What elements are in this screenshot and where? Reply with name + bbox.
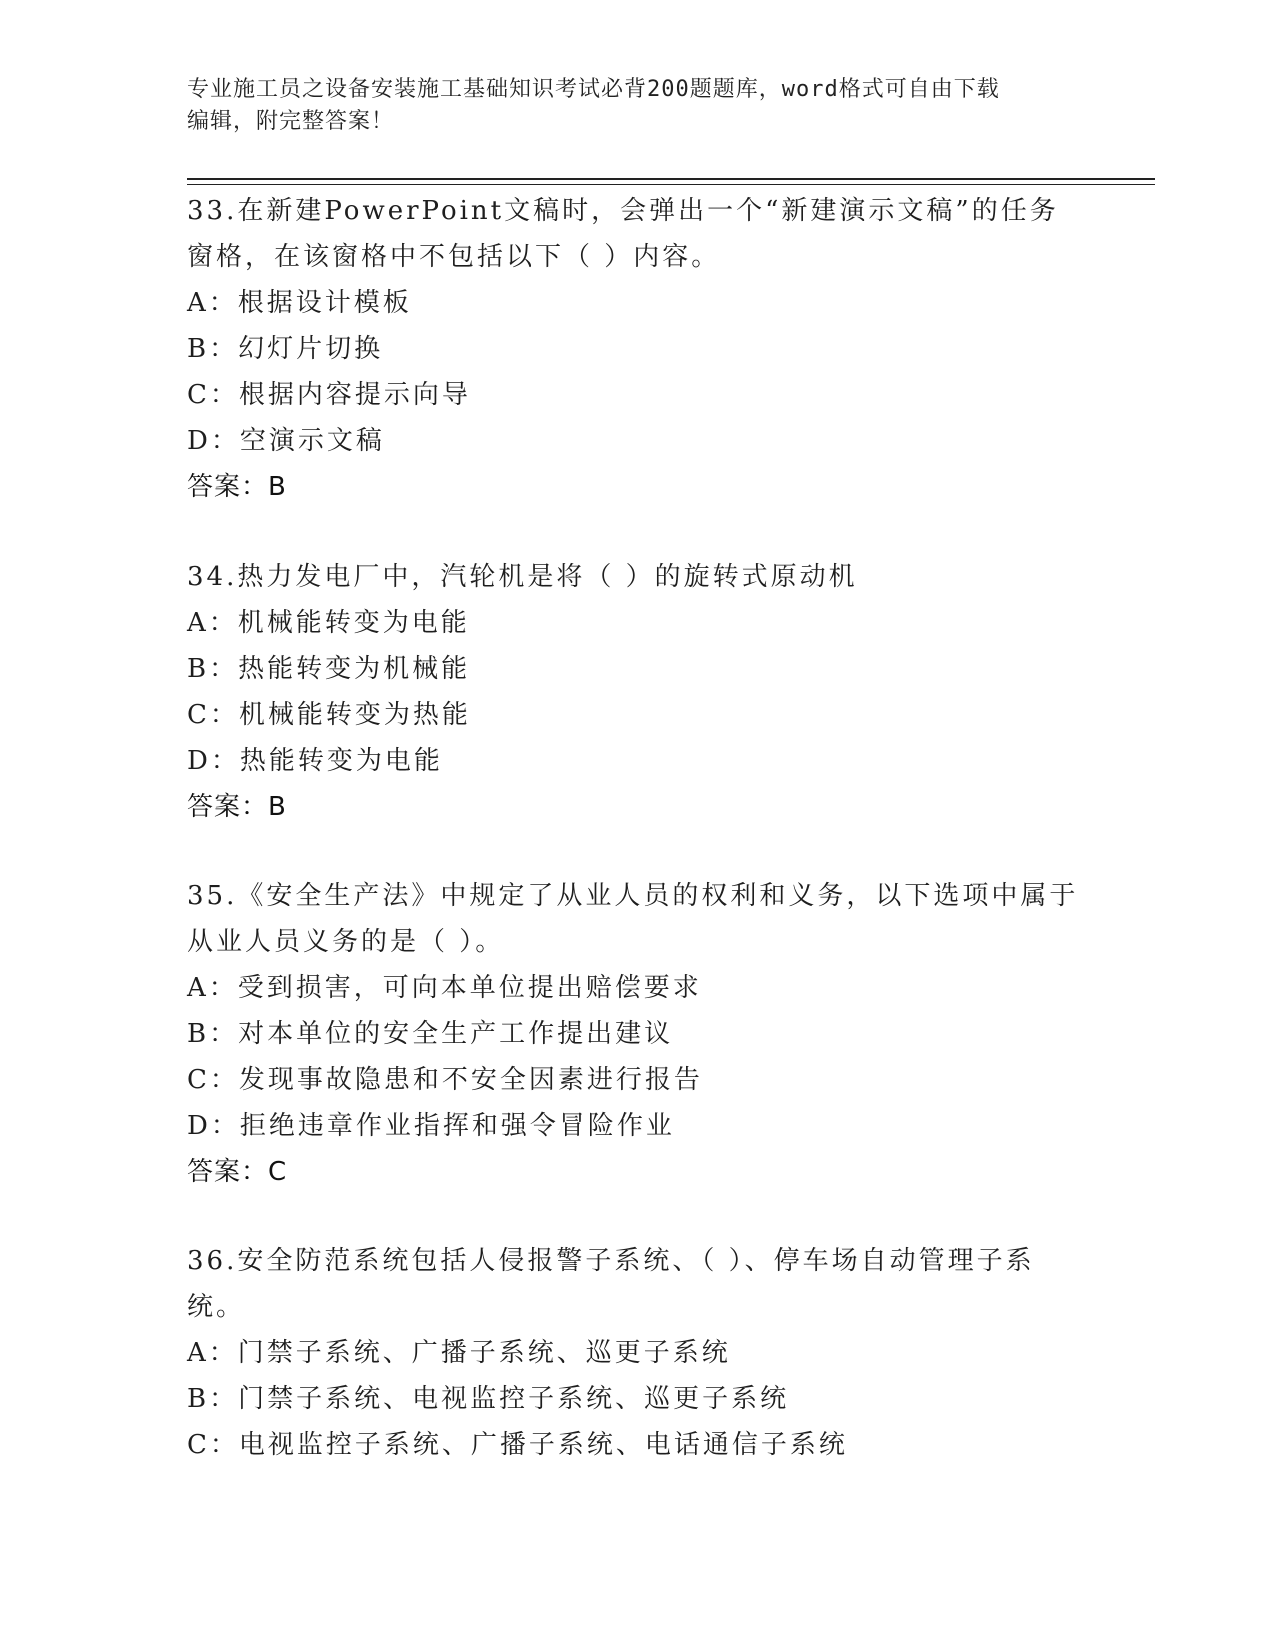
answer-line: 答案：B <box>187 472 287 502</box>
question-stem-line: 统。 <box>187 1292 246 1322</box>
question-stem <box>187 1238 1087 1330</box>
answer-line: 答案：C <box>187 1157 288 1187</box>
option-c: C：机械能转变为热能 <box>187 700 471 730</box>
option-d: D：空演示文稿 <box>187 426 385 456</box>
question-stem-line: 34.热力发电厂中，汽轮机是将（ ）的旋转式原动机 <box>187 562 858 592</box>
option-c: C：发现事故隐患和不安全因素进行报告 <box>187 1065 703 1095</box>
option-b: B：门禁子系统、电视监控子系统、巡更子系统 <box>187 1384 790 1414</box>
option-d: D：拒绝违章作业指挥和强令冒险作业 <box>187 1111 675 1141</box>
header-divider-thin <box>187 184 1155 185</box>
option-c: C：电视监控子系统、广播子系统、电话通信子系统 <box>187 1430 848 1460</box>
answer-line: 答案：B <box>187 792 287 822</box>
question-stem-line: 33.在新建PowerPoint文稿时，会弹出一个“新建演示文稿”的任务 <box>187 196 1059 226</box>
question-stem <box>187 873 1087 965</box>
question-stem-line: 36.安全防范系统包括人侵报警子系统、（ ）、停车场自动管理子系 <box>187 1246 1035 1276</box>
option-a: A：根据设计模板 <box>187 288 412 318</box>
question-stem-line: 从业人员义务的是（ ）。 <box>187 927 505 957</box>
question-33 <box>187 188 1087 510</box>
question-stem <box>187 554 1087 600</box>
question-stem-line: 窗格，在该窗格中不包括以下（ ）内容。 <box>187 242 721 272</box>
option-b: B：幻灯片切换 <box>187 334 384 364</box>
question-36 <box>187 1238 1087 1468</box>
option-d: D：热能转变为电能 <box>187 746 443 776</box>
question-34 <box>187 554 1087 830</box>
question-stem <box>187 188 1087 280</box>
option-a: A：机械能转变为电能 <box>187 608 470 638</box>
option-c: C：根据内容提示向导 <box>187 380 471 410</box>
header-line-2: 编辑，附完整答案！ <box>187 109 395 134</box>
question-stem-line: 35.《安全生产法》中规定了从业人员的权利和义务，以下选项中属于 <box>187 881 1079 911</box>
document-header <box>187 74 1087 138</box>
option-a: A：受到损害，可向本单位提出赔偿要求 <box>187 973 702 1003</box>
option-b: B：对本单位的安全生产工作提出建议 <box>187 1019 674 1049</box>
header-divider-thick <box>187 178 1155 180</box>
header-line-1: 专业施工员之设备安装施工基础知识考试必背200题题库，word格式可自由下载 <box>187 77 1000 102</box>
option-b: B：热能转变为机械能 <box>187 654 471 684</box>
question-35 <box>187 873 1087 1195</box>
option-a: A：门禁子系统、广播子系统、巡更子系统 <box>187 1338 731 1368</box>
